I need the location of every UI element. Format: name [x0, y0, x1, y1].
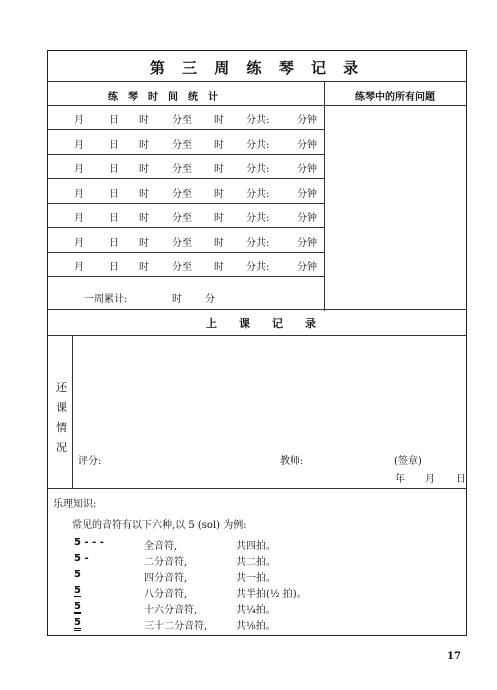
row-hour2: 时	[214, 213, 224, 224]
row-min-to: 分至	[172, 262, 192, 273]
note-symbol: 5 -	[74, 553, 89, 564]
row-day: 日	[109, 188, 119, 200]
date-day: 日	[456, 474, 466, 485]
theory-intro: 常见的音符有以下六种,以 5 (sol) 为例:	[72, 520, 247, 531]
row-hour2: 时	[214, 139, 224, 151]
row-min-total: 分共:	[246, 213, 270, 224]
column-divider	[324, 81, 325, 311]
divider	[48, 309, 466, 310]
row-month: 月	[74, 164, 84, 175]
row-month: 月	[74, 188, 84, 200]
row-hour: 时	[139, 188, 149, 200]
teacher-label: 教师:	[280, 456, 304, 467]
practice-row	[48, 130, 324, 154]
return-char-1: 还	[56, 381, 67, 394]
row-day: 日	[109, 115, 119, 126]
row-minutes: 分钟	[297, 164, 317, 175]
row-min-total: 分共:	[246, 115, 270, 126]
note-symbol: 5	[74, 585, 81, 596]
note-symbol: 5	[74, 601, 81, 612]
row-hour2: 时	[214, 237, 224, 249]
row-min-to: 分至	[172, 188, 192, 200]
date-month: 月	[425, 474, 435, 485]
column-divider	[72, 335, 73, 488]
row-minutes: 分钟	[297, 262, 317, 273]
row-min-to: 分至	[172, 213, 192, 224]
note-symbol: 5	[74, 617, 81, 631]
row-min-to: 分至	[172, 164, 192, 175]
row-divider	[48, 276, 324, 277]
note-beats: 共¼拍。	[236, 605, 276, 616]
divider	[48, 81, 466, 82]
record-sheet	[47, 50, 467, 636]
row-hour: 时	[139, 115, 149, 126]
return-char-2: 课	[56, 401, 67, 414]
week-total-min: 分	[205, 294, 215, 305]
note-beats: 共四拍。	[236, 541, 276, 552]
note-beats: 共半拍(½ 拍)。	[236, 589, 307, 600]
note-beats: 共二拍。	[236, 557, 276, 568]
row-hour: 时	[139, 164, 149, 175]
note-name: 四分音符,	[144, 573, 188, 584]
week-total-label: 一周累计:	[84, 294, 128, 305]
row-month: 月	[74, 139, 84, 151]
date-year: 年	[395, 474, 405, 485]
row-hour: 时	[139, 213, 149, 224]
row-minutes: 分钟	[297, 139, 317, 151]
row-hour2: 时	[214, 188, 224, 200]
row-day: 日	[109, 237, 119, 249]
lesson-header: 上 课 记 录	[206, 317, 316, 330]
row-day: 日	[109, 164, 119, 175]
week-total-hour: 时	[172, 294, 182, 305]
row-month: 月	[74, 262, 84, 273]
row-day: 日	[109, 213, 119, 224]
row-min-total: 分共:	[246, 139, 270, 151]
practice-row	[48, 154, 324, 178]
problems-header: 练琴中的所有问题	[355, 92, 435, 103]
note-name: 二分音符,	[144, 557, 188, 568]
row-minutes: 分钟	[297, 213, 317, 224]
note-symbol: 5 - - -	[74, 537, 104, 548]
theory-heading: 乐理知识:	[53, 499, 97, 510]
return-char-4: 况	[56, 441, 67, 454]
note-beats: 共一拍。	[236, 573, 276, 584]
practice-row	[48, 203, 324, 227]
score-label: 评分:	[78, 456, 102, 467]
practice-row	[48, 252, 324, 276]
note-symbol: 5	[74, 569, 81, 580]
row-min-total: 分共:	[246, 262, 270, 273]
row-hour2: 时	[214, 164, 224, 175]
practice-row	[48, 228, 324, 252]
row-hour: 时	[139, 139, 149, 151]
note-name: 三十二分音符,	[144, 621, 208, 632]
note-name: 八分音符,	[144, 589, 188, 600]
return-char-3: 情	[56, 421, 67, 434]
row-day: 日	[109, 139, 119, 151]
row-day: 日	[109, 262, 119, 273]
divider	[48, 335, 466, 336]
seal-label: (签章)	[394, 456, 422, 467]
row-hour2: 时	[214, 115, 224, 126]
row-hour: 时	[139, 262, 149, 273]
row-minutes: 分钟	[297, 237, 317, 249]
row-min-to: 分至	[172, 139, 192, 151]
practice-header: 练 琴 时 间 统 计	[108, 92, 218, 103]
row-min-total: 分共:	[246, 237, 270, 249]
row-min-total: 分共:	[246, 164, 270, 175]
row-month: 月	[74, 237, 84, 249]
row-minutes: 分钟	[297, 188, 317, 200]
page-title: 第 三 周 练 琴 记 录	[149, 59, 365, 77]
row-minutes: 分钟	[297, 115, 317, 126]
row-month: 月	[74, 213, 84, 224]
practice-row	[48, 105, 324, 129]
row-min-to: 分至	[172, 237, 192, 249]
row-min-to: 分至	[172, 115, 192, 126]
row-hour: 时	[139, 237, 149, 249]
note-name: 全音符,	[144, 541, 178, 552]
note-name: 十六分音符,	[144, 605, 198, 616]
row-month: 月	[74, 115, 84, 126]
note-beats: 共⅛拍。	[236, 621, 276, 632]
row-min-total: 分共:	[246, 188, 270, 200]
practice-row	[48, 179, 324, 203]
divider	[48, 488, 466, 489]
row-hour2: 时	[214, 262, 224, 273]
page-number: 17	[447, 651, 461, 662]
